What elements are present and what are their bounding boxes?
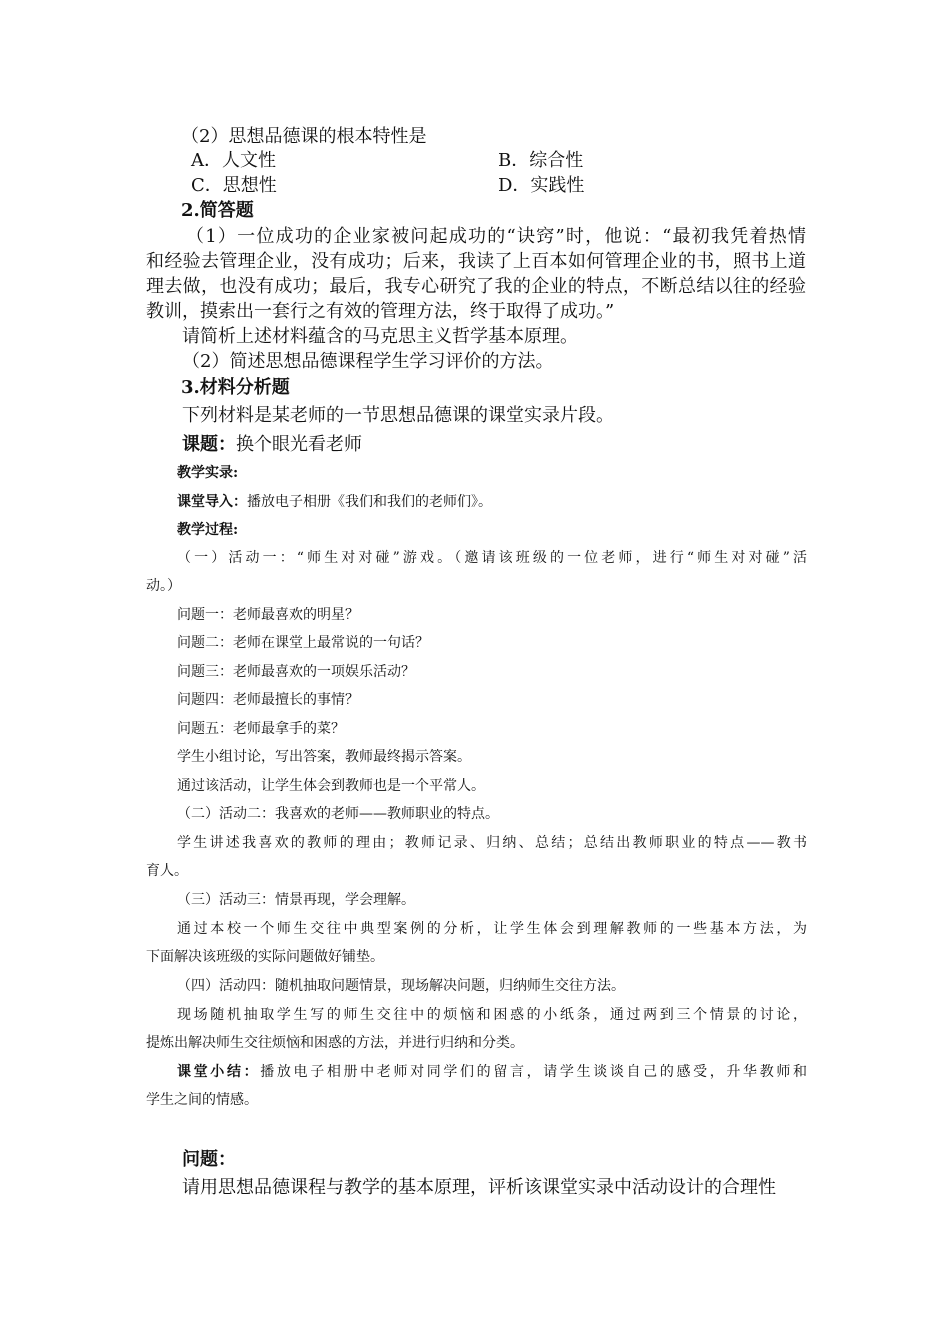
activity-1-purpose: 通过该活动，让学生体会到教师也是一个平常人。 <box>177 778 485 794</box>
section-3-heading <box>181 375 290 401</box>
activity-2-line: 学生讲述我喜欢的教师的理由；教师记录、归纳、总结；总结出教师职业的特点——教书 <box>177 835 807 851</box>
option-b: B．综合性 <box>498 150 584 171</box>
summary-line <box>177 1061 807 1083</box>
activity-1-line: 动。） <box>146 578 181 594</box>
record-label: 教学实录: <box>177 465 239 481</box>
question-item: 问题五：老师最拿手的菜？ <box>177 721 345 737</box>
question-item: 问题一：老师最喜欢的明星？ <box>177 607 359 623</box>
summary-line-2: 学生之间的情感。 <box>146 1092 258 1108</box>
topic-text: 换个眼光看老师 <box>236 434 362 455</box>
activity-4-line: 现场随机抽取学生写的师生交往中的烦恼和困惑的小纸条，通过两到三个情景的讨论， <box>177 1007 807 1023</box>
activity-1-line: （一）活动一：“师生对对碰”游戏。（邀请该班级的一位老师，进行“师生对对碰”活 <box>177 550 807 566</box>
section-2-q1-ask: 请简析上述材料蕴含的马克思主义哲学基本原理。 <box>182 326 578 347</box>
topic-label: 课题： <box>182 434 236 455</box>
question-2-stem: （2）思想品德课的根本特性是 <box>181 126 427 147</box>
question-item: 问题三：老师最喜欢的一项娱乐活动？ <box>177 664 415 680</box>
section-2-q1-line: 和经验去管理企业，没有成功；后来，我读了上百本如何管理企业的书，照书上道 <box>146 251 806 272</box>
topic-line <box>182 432 362 458</box>
summary-text: 播放电子相册中老师对同学们的留言，请学生谈谈自己的感受，升华教师和 <box>260 1064 808 1080</box>
section-3-title: 材料分析题 <box>199 377 290 398</box>
section-2-number: 2. <box>181 200 200 221</box>
section-2-title: 简答题 <box>199 200 254 221</box>
option-c: C．思想性 <box>191 175 277 196</box>
activity-3-line: 通过本校一个师生交往中典型案例的分析，让学生体会到理解教师的一些基本方法，为 <box>177 921 807 937</box>
lesson-intro-line <box>177 491 492 513</box>
activity-3-title: （三）活动三：情景再现，学会理解。 <box>177 892 415 908</box>
section-3-intro: 下列材料是某老师的一节思想品德课的课堂实录片段。 <box>182 405 614 426</box>
section-2-heading <box>181 198 254 224</box>
activity-4-title: （四）活动四：随机抽取问题情景，现场解决问题，归纳师生交往方法。 <box>177 978 625 994</box>
activity-2-title: （二）活动二：我喜欢的老师——教师职业的特点。 <box>177 806 499 822</box>
option-d: D．实践性 <box>498 175 585 196</box>
section-3-number: 3. <box>181 377 200 398</box>
question-text: 请用思想品德课程与教学的基本原理，评析该课堂实录中活动设计的合理性 <box>182 1177 776 1198</box>
section-2-q1-line: 理去做，也没有成功；最后，我专心研究了我的企业的特点，不断总结以往的经验 <box>146 276 806 297</box>
process-label: 教学过程: <box>177 522 239 538</box>
activity-4-line: 提炼出解决师生交往烦恼和困惑的方法，并进行归纳和分类。 <box>146 1035 524 1051</box>
discuss-text: 学生小组讨论，写出答案，教师最终揭示答案。 <box>177 749 471 765</box>
lesson-intro-label: 课堂导入： <box>177 494 247 510</box>
section-2-q1-line: （1）一位成功的企业家被问起成功的“诀窍”时，他说：“最初我凭着热情 <box>186 226 806 247</box>
activity-3-line: 下面解决该班级的实际问题做好铺垫。 <box>146 949 384 965</box>
section-2-q2: （2）简述思想品德课程学生学习评价的方法。 <box>182 351 554 372</box>
section-2-q1-line: 教训，摸索出一套行之有效的管理方法，终于取得了成功。” <box>146 301 615 322</box>
lesson-intro-text: 播放电子相册《我们和我们的老师们》。 <box>247 494 492 510</box>
option-a: A．人文性 <box>191 150 276 171</box>
activity-2-line: 育人。 <box>146 863 188 879</box>
question-item: 问题二：老师在课堂上最常说的一句话？ <box>177 635 429 651</box>
question-item: 问题四：老师最擅长的事情？ <box>177 692 359 708</box>
summary-label: 课堂小结： <box>177 1064 261 1080</box>
question-label: 问题： <box>182 1149 236 1170</box>
